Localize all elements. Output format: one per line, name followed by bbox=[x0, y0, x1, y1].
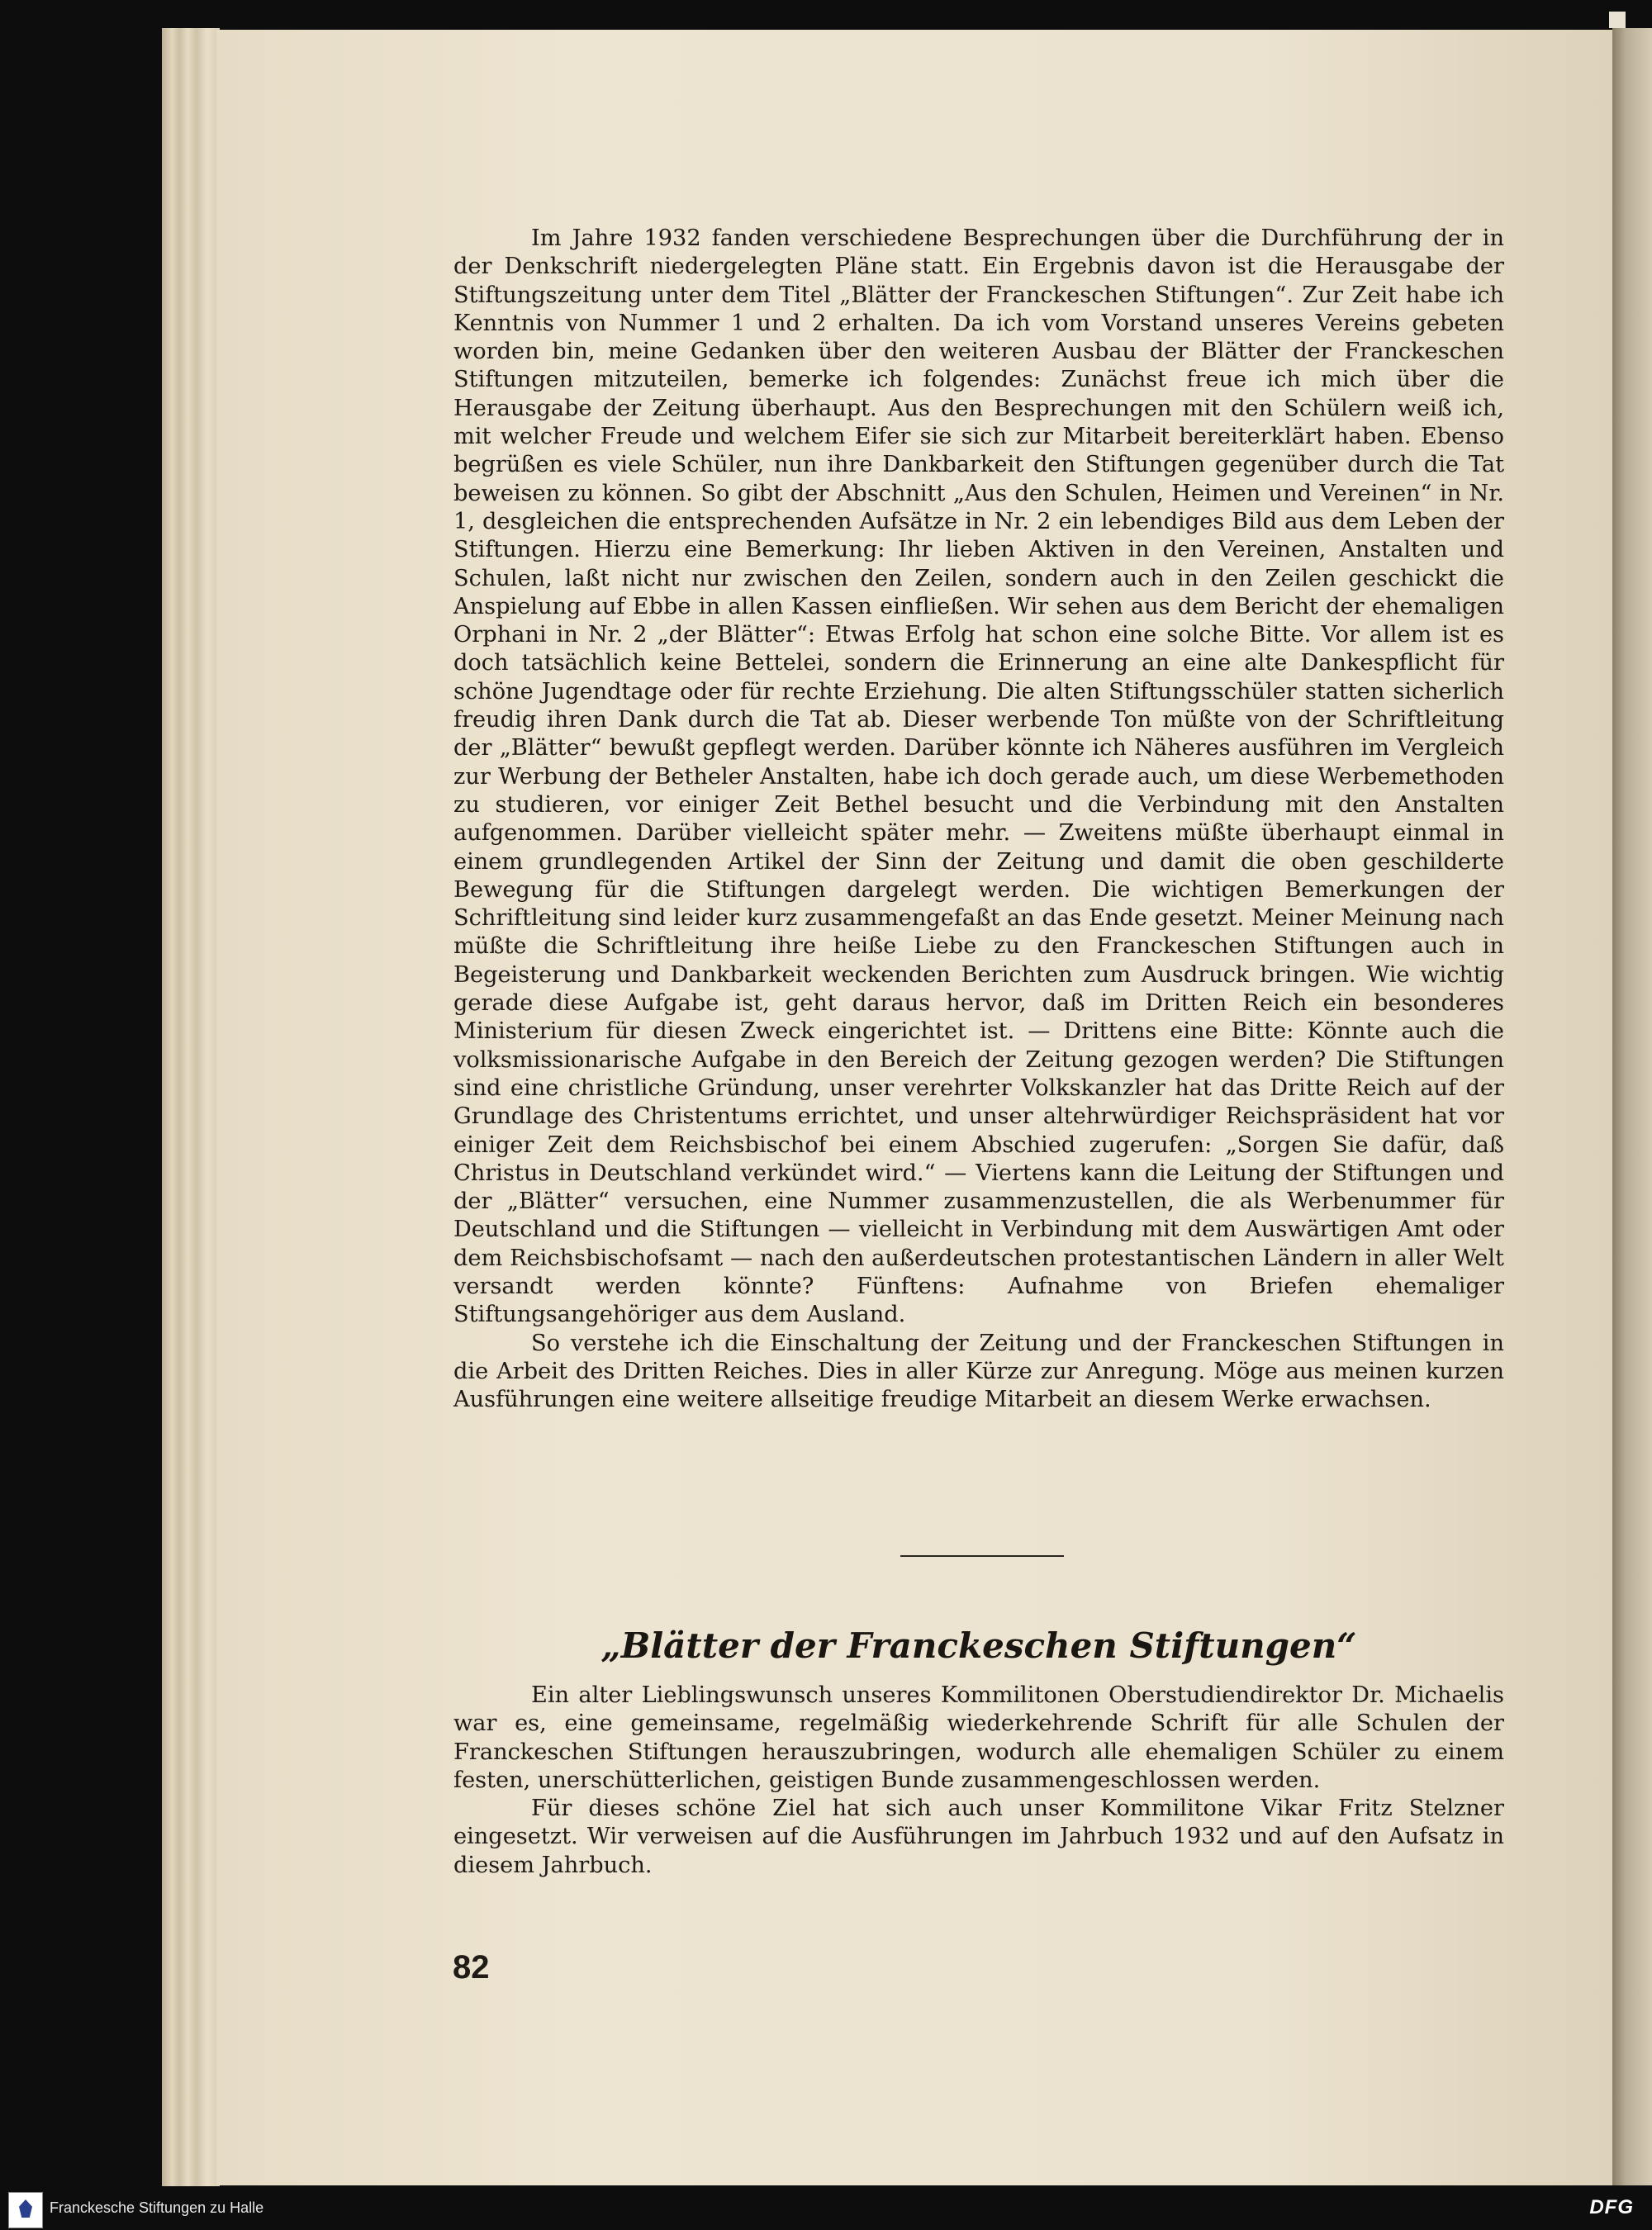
section-paragraph-2: Für dieses schöne Ziel hat sich auch unser Kommilitone Vikar Fritz Stelzner eingesetzt. Wir verweisen auf die Ausführungen im Jahrbuch 1932 und auf den Aufsatz in diesem Jahrbuch. bbox=[453, 1796, 1504, 1878]
section-paragraph-1: Ein alter Lieblingswunsch unseres Kommilitonen Oberstudiendirektor Dr. Michaelis war es, eine gemeinsame, regelmäßig wiederkehrende Schrift für alle Schulen der Franckeschen Stiftungen herauszubringen, wodurch alle ehemaligen Schüler zu einem festen, unerschütterlichen, geistigen Bunde zusammengeschlossen werden. bbox=[453, 1682, 1504, 1793]
article-body bbox=[453, 225, 1504, 1414]
section-title: „Blätter der Franckeschen Stiftungen“ bbox=[601, 1625, 1357, 1666]
section-divider bbox=[900, 1555, 1064, 1557]
dfg-logo[interactable]: DFG bbox=[1589, 2196, 1634, 2218]
article-paragraph-1: Im Jahre 1932 fanden verschiedene Besprechungen über die Durchführung der in der Denkschrift niedergelegten Pläne statt. Ein Ergebnis davon ist die Herausgabe der Stiftungszeitung unter dem Titel „Blätter der Franckeschen Stiftungen“. Zur Zeit habe ich Kenntnis von Nummer 1 und 2 erhalten. Da ich vom Vorstand unseres Vereins gebeten worden bin, meine Gedanken über den weiteren Ausbau der Blätter der Franckeschen Stiftungen mitzuteilen, bemerke ich folgendes: Zunächst freue ich mich über die Herausgabe der Zeitung überhaupt. Aus den Besprechungen mit den Schülern weiß ich, mit welcher Freude und welchem Eifer sie sich zur Mitarbeit bereiterklärt haben. Ebenso begrüßen es viele Schüler, nun ihre Dankbarkeit den Stiftungen gegenüber durch die Tat beweisen zu können. So gibt der Abschnitt „Aus den Schulen, Heimen und Vereinen“ in Nr. 1, desgleichen die entsprechenden Aufsätze in Nr. 2 ein lebendiges Bild aus dem Leben der Stiftungen. Hierzu eine Bemerkung: Ihr lieben Aktiven in den Vereinen, Anstalten und Schulen, laßt nicht nur zwischen den Zeilen, sondern auch in den Zeilen geschickt die Anspielung auf Ebbe in allen Kassen einfließen. Wir sehen aus dem Bericht der ehemaligen Orphani in Nr. 2 „der Blätter“: Etwas Erfolg hat schon eine solche Bitte. Vor allem ist es doch tatsächlich keine Bettelei, sondern die Erinnerung an eine alte Dankespflicht für schöne Jugendtage oder für rechte Erziehung. Die alten Stiftungsschüler statten sicherlich freudig ihren Dank durch die Tat ab. Dieser werbende Ton müßte von der Schriftleitung der „Blätter“ bewußt gepflegt werden. Darüber könnte ich Näheres ausführen im Vergleich zur Werbung der Betheler Anstalten, habe ich doch gerade auch, um diese Werbemethoden zu studieren, vor einiger Zeit Bethel besucht und die Verbindung mit den Anstalten aufgenommen. Darüber vielleicht später mehr. — Zweitens müßte überhaupt einmal in einem grundlegenden Artikel der Sinn der Zeitung und damit die oben geschilderte Bewegung für die Stiftungen dargelegt werden. Die wichtigen Bemerkungen der Schriftleitung sind leider kurz zusammengefaßt an das Ende gesetzt. Meiner Meinung nach müßte die Schriftleitung ihre heiße Liebe zu den Franckeschen Stiftungen auch in Begeisterung und Dankbarkeit weckenden Berichten zum Ausdruck bringen. Wie wichtig gerade diese Aufgabe ist, geht daraus hervor, daß im Dritten Reich ein besonderes Ministerium für diesen Zweck eingerichtet ist. — Drittens eine Bitte: Könnte auch die volksmissionarische Aufgabe in den Bereich der Zeitung gezogen werden? Die Stiftungen sind eine christliche Gründung, unser verehrter Volkskanzler hat das Dritte Reich auf der Grundlage des Christentums errichtet, und unser altehrwürdiger Reichspräsident hat vor einiger Zeit dem Reichsbischof bei einem Abschied zugerufen: „Sorgen Sie dafür, daß Christus in Deutschland verkündet wird.“ — Viertens kann die Leitung der Stiftungen und der „Blätter“ versuchen, eine Nummer zusammenzustellen, die als Werbenummer für Deutschland und die Stiftungen — vielleicht in Verbindung mit dem Auswärtigen Amt oder dem Reichsbischofsamt — nach den außerdeutschen protestantischen Ländern in aller Welt versandt werden könnte? Fünftens: Aufnahme von Briefen ehemaliger Stiftungsangehöriger aus dem Ausland. bbox=[453, 225, 1504, 1328]
scan-corner-marker bbox=[1609, 12, 1626, 28]
page-number: 82 bbox=[453, 1949, 490, 1986]
book-fold-edges bbox=[162, 28, 220, 2186]
section-body bbox=[453, 1682, 1504, 1880]
francke-foundation-logo-icon[interactable] bbox=[8, 2192, 43, 2228]
article-paragraph-2: So verstehe ich die Einschaltung der Zeitung und der Franckeschen Stiftungen in die Arbeit des Dritten Reiches. Dies in aller Kürze zur Anregung. Möge aus meinen kurzen Ausführungen eine weitere allseitige freudige Mitarbeit an diesem Werke erwachsen. bbox=[453, 1330, 1504, 1413]
footer-institution-link[interactable]: Franckesche Stiftungen zu Halle bbox=[50, 2199, 264, 2216]
next-page-edge bbox=[1612, 28, 1652, 2185]
viewer-footer-bar bbox=[0, 2189, 1652, 2230]
